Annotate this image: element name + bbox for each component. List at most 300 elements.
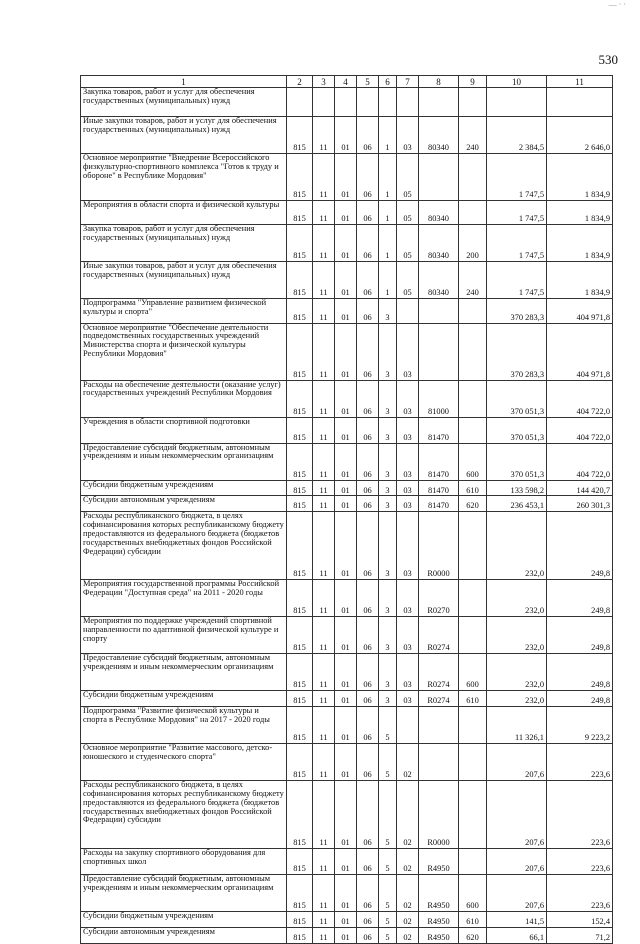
row-c4-cell: 01 [335, 744, 357, 781]
row-c7-cell: 02 [397, 875, 419, 912]
table-row [81, 691, 613, 707]
row-c10-cell: 1 747,5 [487, 154, 547, 201]
row-c9-cell [459, 299, 487, 324]
row-c11-cell: 404 971,8 [547, 299, 613, 324]
row-c2-cell: 815 [287, 691, 313, 707]
row-c4-cell: 01 [335, 849, 357, 875]
row-c11-cell: 71,2 [547, 927, 613, 943]
row-name-cell: Расходы на обеспечение деятельности (оказание услуг) государственных учреждений Республики Мордовия [81, 380, 287, 417]
row-c10-cell: 2 384,5 [487, 117, 547, 154]
row-c8-cell [419, 707, 459, 744]
row-c3-cell: 11 [313, 496, 335, 512]
row-c2-cell: 815 [287, 480, 313, 496]
row-c8-cell: 80340 [419, 201, 459, 225]
row-c7-cell: 02 [397, 781, 419, 849]
row-c5-cell: 06 [357, 849, 379, 875]
table-row [81, 154, 613, 201]
row-c2-cell: 815 [287, 849, 313, 875]
row-c11-cell: 223,6 [547, 849, 613, 875]
header-cell: 2 [287, 76, 313, 88]
header-cell: 11 [547, 76, 613, 88]
row-c6-cell: 3 [379, 323, 397, 380]
table-row [81, 496, 613, 512]
row-c8-cell: 81470 [419, 417, 459, 443]
row-c9-cell: 610 [459, 912, 487, 928]
row-c10-cell: 232,0 [487, 617, 547, 654]
row-c9-cell [459, 380, 487, 417]
row-c6-cell [379, 88, 397, 117]
row-c9-cell: 610 [459, 691, 487, 707]
row-c9-cell: 600 [459, 875, 487, 912]
row-c2-cell: 815 [287, 927, 313, 943]
row-c2-cell: 815 [287, 262, 313, 299]
row-c2-cell: 815 [287, 654, 313, 691]
row-c3-cell: 11 [313, 744, 335, 781]
row-c4-cell: 01 [335, 781, 357, 849]
header-cell: 9 [459, 76, 487, 88]
row-c10-cell: 207,6 [487, 849, 547, 875]
row-c11-cell: 1 834,9 [547, 262, 613, 299]
row-c9-cell: 610 [459, 480, 487, 496]
header-cell: 7 [397, 76, 419, 88]
row-c10-cell: 141,5 [487, 912, 547, 928]
row-c6-cell: 1 [379, 225, 397, 262]
row-c9-cell: 240 [459, 117, 487, 154]
table-row [81, 927, 613, 943]
header-cell: 8 [419, 76, 459, 88]
row-name-cell: Субсидии бюджетным учреждениям [81, 912, 287, 928]
row-c8-cell [419, 299, 459, 324]
row-c3-cell: 11 [313, 654, 335, 691]
row-c7-cell: 02 [397, 744, 419, 781]
row-c10-cell: 232,0 [487, 580, 547, 617]
row-c8-cell: R0274 [419, 654, 459, 691]
table-row [81, 781, 613, 849]
row-c7-cell: 03 [397, 417, 419, 443]
row-c11-cell: 9 223,2 [547, 707, 613, 744]
header-cell: 4 [335, 76, 357, 88]
row-c10-cell: 370 051,3 [487, 417, 547, 443]
row-c2-cell: 815 [287, 225, 313, 262]
row-c10-cell: 236 453,1 [487, 496, 547, 512]
row-c11-cell: 249,8 [547, 654, 613, 691]
row-c8-cell: 81000 [419, 380, 459, 417]
row-c5-cell: 06 [357, 781, 379, 849]
row-c2-cell: 815 [287, 201, 313, 225]
row-c6-cell: 5 [379, 875, 397, 912]
row-c4-cell: 01 [335, 480, 357, 496]
row-c3-cell: 11 [313, 225, 335, 262]
row-c11-cell: 260 301,3 [547, 496, 613, 512]
row-c11-cell: 249,8 [547, 512, 613, 580]
row-c10-cell: 370 051,3 [487, 443, 547, 480]
row-c6-cell: 1 [379, 117, 397, 154]
table-row [81, 299, 613, 324]
row-c4-cell: 01 [335, 512, 357, 580]
row-c3-cell: 11 [313, 417, 335, 443]
row-c9-cell [459, 580, 487, 617]
row-c6-cell: 1 [379, 201, 397, 225]
row-c5-cell: 06 [357, 691, 379, 707]
row-c4-cell: 01 [335, 617, 357, 654]
row-c6-cell: 1 [379, 154, 397, 201]
table-row [81, 707, 613, 744]
row-c3-cell: 11 [313, 380, 335, 417]
row-c8-cell: R4950 [419, 927, 459, 943]
row-name-cell: Закупка товаров, работ и услуг для обеспечения государственных (муниципальных) нужд [81, 225, 287, 262]
row-name-cell: Основное мероприятие "Развитие массового, детско-юношеского и студенческого спорта" [81, 744, 287, 781]
row-c4-cell: 01 [335, 443, 357, 480]
row-name-cell: Мероприятия в области спорта и физической культуры [81, 201, 287, 225]
table-row [81, 875, 613, 912]
table-row [81, 849, 613, 875]
row-c9-cell: 200 [459, 225, 487, 262]
row-c6-cell: 3 [379, 496, 397, 512]
row-c5-cell: 06 [357, 927, 379, 943]
header-row [81, 76, 613, 88]
row-c9-cell [459, 512, 487, 580]
row-c8-cell [419, 88, 459, 117]
row-c7-cell [397, 88, 419, 117]
row-name-cell: Субсидии автономным учреждениям [81, 496, 287, 512]
row-c7-cell: 02 [397, 849, 419, 875]
row-name-cell: Учреждения в области спортивной подготовки [81, 417, 287, 443]
row-c6-cell: 3 [379, 512, 397, 580]
table-row [81, 480, 613, 496]
table-row [81, 262, 613, 299]
row-c9-cell [459, 617, 487, 654]
row-name-cell: Предоставление субсидий бюджетным, автономным учреждениям и иным некоммерческим организациям [81, 875, 287, 912]
row-c10-cell: 232,0 [487, 512, 547, 580]
row-c2-cell: 815 [287, 154, 313, 201]
row-c4-cell: 01 [335, 417, 357, 443]
row-c5-cell: 06 [357, 225, 379, 262]
row-c9-cell [459, 88, 487, 117]
row-c7-cell [397, 707, 419, 744]
row-name-cell: Закупка товаров, работ и услуг для обеспечения государственных (муниципальных) нужд [81, 88, 287, 117]
row-c4-cell: 01 [335, 299, 357, 324]
row-c5-cell: 06 [357, 580, 379, 617]
row-c5-cell: 06 [357, 323, 379, 380]
row-c6-cell: 5 [379, 707, 397, 744]
row-c7-cell: 05 [397, 201, 419, 225]
row-c8-cell: R4950 [419, 912, 459, 928]
row-c5-cell: 06 [357, 617, 379, 654]
row-c10-cell: 370 283,3 [487, 299, 547, 324]
row-c4-cell: 01 [335, 875, 357, 912]
row-c6-cell: 5 [379, 744, 397, 781]
row-c7-cell: 05 [397, 154, 419, 201]
row-name-cell: Расходы республиканского бюджета, в целях софинансирования которых республиканскому бюджету предоставляются из федерального бюджета (бюджетов государственных внебюджетных фондов Российской Федерации) субсидии [81, 781, 287, 849]
row-c8-cell [419, 744, 459, 781]
header-cell: 3 [313, 76, 335, 88]
row-c9-cell [459, 744, 487, 781]
table-row [81, 580, 613, 617]
row-name-cell: Субсидии бюджетным учреждениям [81, 691, 287, 707]
row-c11-cell: 1 834,9 [547, 201, 613, 225]
row-c7-cell: 03 [397, 580, 419, 617]
row-c4-cell: 01 [335, 927, 357, 943]
row-c6-cell: 3 [379, 617, 397, 654]
table-row [81, 654, 613, 691]
row-c8-cell: 81470 [419, 496, 459, 512]
row-c10-cell [487, 88, 547, 117]
row-c2-cell: 815 [287, 912, 313, 928]
row-name-cell: Основное мероприятие "Внедрение Всероссийского физкультурно-спортивного комплекса "Готов к труду и обороне" в Республике Мордовия" [81, 154, 287, 201]
row-c4-cell: 01 [335, 707, 357, 744]
row-c6-cell: 5 [379, 849, 397, 875]
table-row [81, 912, 613, 928]
page-number: 530 [598, 52, 618, 67]
row-c11-cell: 223,6 [547, 875, 613, 912]
row-c3-cell: 11 [313, 480, 335, 496]
row-c9-cell [459, 201, 487, 225]
row-c5-cell: 06 [357, 117, 379, 154]
row-c7-cell: 03 [397, 443, 419, 480]
row-c2-cell: 815 [287, 875, 313, 912]
row-c10-cell: 232,0 [487, 654, 547, 691]
row-c3-cell: 11 [313, 323, 335, 380]
row-c8-cell [419, 323, 459, 380]
table-row [81, 380, 613, 417]
row-c7-cell: 03 [397, 617, 419, 654]
row-c7-cell: 02 [397, 912, 419, 928]
row-c2-cell: 815 [287, 707, 313, 744]
row-c11-cell: 1 834,9 [547, 154, 613, 201]
row-c3-cell: 11 [313, 154, 335, 201]
row-c8-cell [419, 154, 459, 201]
table-row [81, 617, 613, 654]
row-c10-cell: 133 598,2 [487, 480, 547, 496]
row-c9-cell [459, 154, 487, 201]
row-c4-cell: 01 [335, 154, 357, 201]
row-c11-cell: 223,6 [547, 781, 613, 849]
row-c11-cell: 2 646,0 [547, 117, 613, 154]
row-c7-cell: 03 [397, 691, 419, 707]
header-cell: 5 [357, 76, 379, 88]
row-c6-cell: 3 [379, 443, 397, 480]
row-c5-cell: 06 [357, 201, 379, 225]
table-row [81, 201, 613, 225]
row-c5-cell: 06 [357, 443, 379, 480]
row-name-cell: Основное мероприятие "Обеспечение деятельности подведомственных государственных учреждений Министерства спорта и физической культуры Республики Мордовия" [81, 323, 287, 380]
row-c3-cell: 11 [313, 691, 335, 707]
row-name-cell: Субсидии автономным учреждениям [81, 927, 287, 943]
row-c7-cell: 03 [397, 117, 419, 154]
row-c9-cell: 620 [459, 927, 487, 943]
row-c7-cell: 03 [397, 512, 419, 580]
row-c5-cell: 06 [357, 875, 379, 912]
row-c3-cell: 11 [313, 443, 335, 480]
row-c9-cell: 600 [459, 654, 487, 691]
row-c2-cell: 815 [287, 117, 313, 154]
row-c8-cell: R0274 [419, 691, 459, 707]
row-c6-cell: 3 [379, 380, 397, 417]
row-c5-cell: 06 [357, 512, 379, 580]
row-c5-cell: 06 [357, 912, 379, 928]
row-c10-cell: 66,1 [487, 927, 547, 943]
row-c2-cell: 815 [287, 744, 313, 781]
row-c11-cell: 152,4 [547, 912, 613, 928]
table-row [81, 323, 613, 380]
row-c7-cell: 03 [397, 480, 419, 496]
row-c5-cell: 06 [357, 654, 379, 691]
row-c8-cell: R4950 [419, 849, 459, 875]
row-c11-cell: 249,8 [547, 580, 613, 617]
row-c6-cell: 3 [379, 654, 397, 691]
row-c9-cell: 240 [459, 262, 487, 299]
row-c3-cell: 11 [313, 849, 335, 875]
row-c6-cell: 3 [379, 580, 397, 617]
row-c4-cell: 01 [335, 912, 357, 928]
row-c8-cell: 81470 [419, 480, 459, 496]
row-c9-cell [459, 849, 487, 875]
row-c4-cell: 01 [335, 117, 357, 154]
row-c5-cell: 06 [357, 154, 379, 201]
row-c5-cell: 06 [357, 262, 379, 299]
row-c5-cell [357, 88, 379, 117]
row-c11-cell: 249,8 [547, 691, 613, 707]
row-c5-cell: 06 [357, 380, 379, 417]
row-c10-cell: 370 283,3 [487, 323, 547, 380]
row-c5-cell: 06 [357, 417, 379, 443]
row-c7-cell: 03 [397, 380, 419, 417]
row-c2-cell: 815 [287, 512, 313, 580]
row-name-cell: Мероприятия государственной программы Российской Федерации "Доступная среда" на 2011 - 2020 годы [81, 580, 287, 617]
row-c2-cell: 815 [287, 443, 313, 480]
row-c10-cell: 1 747,5 [487, 225, 547, 262]
row-name-cell: Иные закупки товаров, работ и услуг для обеспечения государственных (муниципальных) нужд [81, 117, 287, 154]
row-c4-cell: 01 [335, 380, 357, 417]
header-cell: 6 [379, 76, 397, 88]
row-c11-cell: 1 834,9 [547, 225, 613, 262]
row-c5-cell: 06 [357, 496, 379, 512]
table-row [81, 512, 613, 580]
row-c6-cell: 5 [379, 781, 397, 849]
row-c7-cell [397, 299, 419, 324]
row-c3-cell [313, 88, 335, 117]
row-c4-cell [335, 88, 357, 117]
row-c10-cell: 207,6 [487, 744, 547, 781]
row-c11-cell: 144 420,7 [547, 480, 613, 496]
row-c5-cell: 06 [357, 707, 379, 744]
row-c4-cell: 01 [335, 201, 357, 225]
table-row [81, 117, 613, 154]
row-c7-cell: 05 [397, 225, 419, 262]
row-c3-cell: 11 [313, 927, 335, 943]
row-c2-cell: 815 [287, 417, 313, 443]
row-c2-cell: 815 [287, 781, 313, 849]
row-c10-cell: 207,6 [487, 781, 547, 849]
row-c11-cell: 249,8 [547, 617, 613, 654]
budget-table [80, 75, 613, 944]
row-name-cell: Расходы на закупку спортивного оборудования для спортивных школ [81, 849, 287, 875]
row-c10-cell: 1 747,5 [487, 201, 547, 225]
row-c4-cell: 01 [335, 496, 357, 512]
row-c9-cell [459, 707, 487, 744]
row-c4-cell: 01 [335, 262, 357, 299]
header-cell: 1 [81, 76, 287, 88]
table-row [81, 417, 613, 443]
row-c7-cell: 05 [397, 262, 419, 299]
table-row [81, 225, 613, 262]
row-c3-cell: 11 [313, 201, 335, 225]
row-c7-cell: 03 [397, 496, 419, 512]
row-c11-cell: 404 722,0 [547, 380, 613, 417]
header-cell: 10 [487, 76, 547, 88]
row-c8-cell: R4950 [419, 875, 459, 912]
row-c10-cell: 232,0 [487, 691, 547, 707]
row-c7-cell: 03 [397, 654, 419, 691]
row-c2-cell: 815 [287, 580, 313, 617]
row-c11-cell: 404 971,8 [547, 323, 613, 380]
row-c11-cell: 223,6 [547, 744, 613, 781]
row-c5-cell: 06 [357, 480, 379, 496]
row-name-cell: Иные закупки товаров, работ и услуг для обеспечения государственных (муниципальных) нужд [81, 262, 287, 299]
row-c8-cell: 81470 [419, 443, 459, 480]
row-c2-cell: 815 [287, 323, 313, 380]
row-c8-cell: 80340 [419, 117, 459, 154]
row-name-cell: Подпрограмма "Развитие физической культуры и спорта в Республике Мордовия" на 2017 - 2020 годы [81, 707, 287, 744]
row-c9-cell [459, 781, 487, 849]
corner-mark: — · · [608, 0, 626, 9]
row-c4-cell: 01 [335, 225, 357, 262]
row-c6-cell: 5 [379, 912, 397, 928]
row-c9-cell: 600 [459, 443, 487, 480]
row-c3-cell: 11 [313, 707, 335, 744]
row-c3-cell: 11 [313, 912, 335, 928]
row-c2-cell: 815 [287, 617, 313, 654]
row-c6-cell: 3 [379, 691, 397, 707]
row-c4-cell: 01 [335, 323, 357, 380]
row-c4-cell: 01 [335, 691, 357, 707]
row-c2-cell: 815 [287, 496, 313, 512]
row-c8-cell: R0000 [419, 512, 459, 580]
row-c7-cell: 03 [397, 323, 419, 380]
row-c2-cell: 815 [287, 299, 313, 324]
row-c10-cell: 1 747,5 [487, 262, 547, 299]
row-c11-cell: 404 722,0 [547, 417, 613, 443]
row-c9-cell: 620 [459, 496, 487, 512]
row-c8-cell: R0274 [419, 617, 459, 654]
row-name-cell: Мероприятия по поддержке учреждений спортивной направленности по адаптивной физической культуре и спорту [81, 617, 287, 654]
row-c5-cell: 06 [357, 744, 379, 781]
row-name-cell: Предоставление субсидий бюджетным, автономным учреждениям и иным некоммерческим организациям [81, 443, 287, 480]
row-c11-cell: 404 722,0 [547, 443, 613, 480]
row-c9-cell [459, 417, 487, 443]
row-c3-cell: 11 [313, 781, 335, 849]
row-name-cell: Предоставление субсидий бюджетным, автономным учреждениям и иным некоммерческим организациям [81, 654, 287, 691]
row-name-cell: Расходы республиканского бюджета, в целях софинансирования которых республиканскому бюджету предоставляются из федерального бюджета (бюджетов государственных внебюджетных фондов Российской Федерации) субсидии [81, 512, 287, 580]
row-c6-cell: 3 [379, 417, 397, 443]
table-row [81, 744, 613, 781]
row-c2-cell: 815 [287, 380, 313, 417]
row-c7-cell: 02 [397, 927, 419, 943]
row-c11-cell [547, 88, 613, 117]
row-c10-cell: 207,6 [487, 875, 547, 912]
row-c2-cell [287, 88, 313, 117]
row-c6-cell: 1 [379, 262, 397, 299]
row-c10-cell: 11 326,1 [487, 707, 547, 744]
row-c9-cell [459, 323, 487, 380]
row-c5-cell: 06 [357, 299, 379, 324]
row-c3-cell: 11 [313, 262, 335, 299]
table-row [81, 443, 613, 480]
row-c3-cell: 11 [313, 875, 335, 912]
row-c6-cell: 5 [379, 927, 397, 943]
row-c4-cell: 01 [335, 580, 357, 617]
row-name-cell: Подпрограмма "Управление развитием физической культуры и спорта" [81, 299, 287, 324]
